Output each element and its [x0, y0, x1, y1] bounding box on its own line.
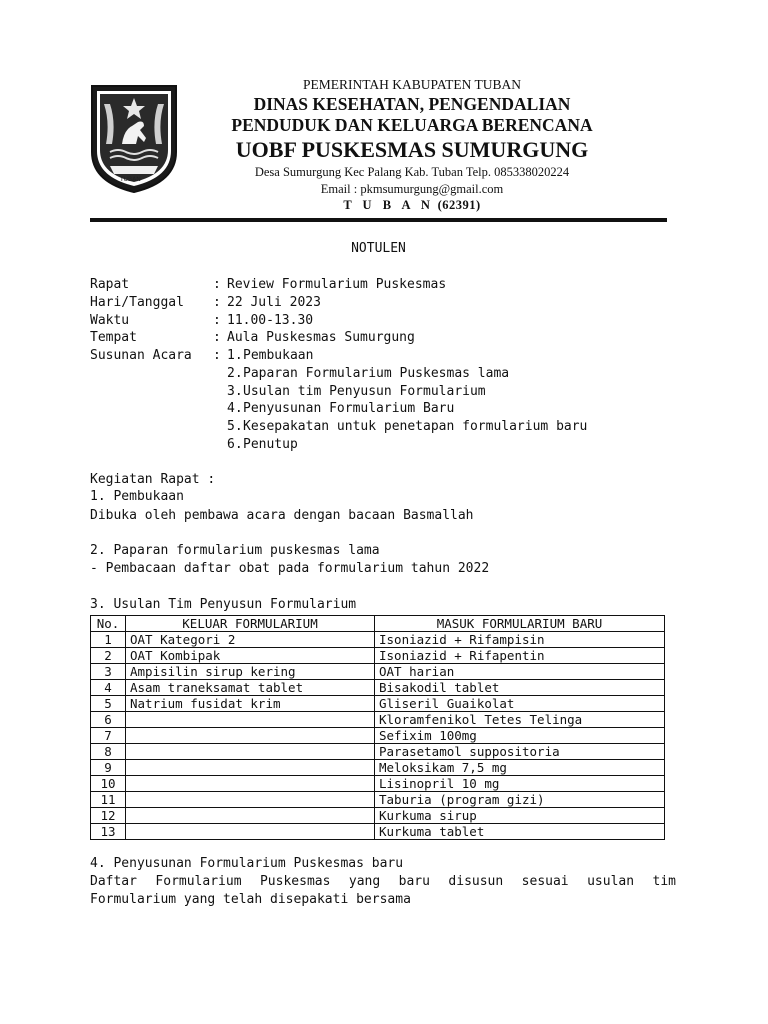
- cell-keluar: [126, 728, 375, 744]
- cell-masuk: Taburia (program gizi): [375, 792, 665, 808]
- detail-label-place: Tempat: [90, 330, 137, 345]
- table-row: [91, 696, 665, 712]
- cell-keluar: Asam traneksamat tablet: [126, 680, 375, 696]
- table-row: [91, 648, 665, 664]
- cell-no: 4: [91, 680, 126, 696]
- cell-no: 13: [91, 824, 126, 840]
- detail-colon: :: [213, 348, 221, 363]
- table-row: [91, 824, 665, 840]
- cell-no: 10: [91, 776, 126, 792]
- agenda-num: 1.: [227, 348, 243, 363]
- table-row: [91, 728, 665, 744]
- cell-keluar: [126, 760, 375, 776]
- section-4-title: 4. Penyusunan Formularium Puskesmas baru: [90, 856, 404, 871]
- cell-keluar: [126, 824, 375, 840]
- cell-keluar: Natrium fusidat krim: [126, 696, 375, 712]
- postal-code: (62391): [437, 198, 481, 212]
- agency-line-1: DINAS KESEHATAN, PENGENDALIAN: [253, 94, 571, 114]
- cell-no: 2: [91, 648, 126, 664]
- cell-masuk: Kurkuma sirup: [375, 808, 665, 824]
- header-divider: [90, 218, 667, 222]
- cell-no: 12: [91, 808, 126, 824]
- cell-masuk: Lisinopril 10 mg: [375, 776, 665, 792]
- cell-masuk: Isoniazid + Rifampisin: [375, 632, 665, 648]
- agenda-item: Paparan Formularium Puskesmas lama: [243, 366, 510, 381]
- email-line: Email : pkmsumurgung@gmail.com: [320, 182, 504, 196]
- table-row: [91, 680, 665, 696]
- section-1-text: Dibuka oleh pembawa acara dengan bacaan Basmallah: [90, 508, 474, 523]
- cell-no: 5: [91, 696, 126, 712]
- cell-no: 8: [91, 744, 126, 760]
- detail-value-place: Aula Puskesmas Sumurgung: [227, 330, 415, 345]
- section-1-title: 1. Pembukaan: [90, 489, 184, 504]
- col-header-masuk: MASUK FORMULARIUM BARU: [375, 616, 665, 632]
- detail-label-date: Hari/Tanggal: [90, 295, 184, 310]
- detail-label-agenda: Susunan Acara: [90, 348, 192, 363]
- col-header-keluar: KELUAR FORMULARIUM: [126, 616, 375, 632]
- agenda-num: 3.: [227, 384, 243, 399]
- table-row: [91, 760, 665, 776]
- agenda-item: Pembukaan: [243, 348, 314, 363]
- cell-keluar: Ampisilin sirup kering: [126, 664, 375, 680]
- table-row: [91, 792, 665, 808]
- city-postal-line: [200, 198, 624, 213]
- table-row: [91, 776, 665, 792]
- detail-colon: :: [213, 330, 221, 345]
- agenda-num: 2.: [227, 366, 243, 381]
- agenda-num: 5.: [227, 419, 243, 434]
- detail-label-rapat: Rapat: [90, 277, 130, 292]
- cell-keluar: OAT Kategori 2: [126, 632, 375, 648]
- city-text: T U B A N: [343, 198, 434, 212]
- logo-text: TUBAN: [120, 176, 141, 183]
- section-4-text: Daftar Formularium Puskesmas yang baru disusun sesuai usulan tim Formularium yang telah disepakati bersama: [90, 874, 676, 907]
- cell-masuk: Kloramfenikol Tetes Telinga: [375, 712, 665, 728]
- section-2-text: - Pembacaan daftar obat pada formularium tahun 2022: [90, 561, 490, 576]
- detail-colon: :: [213, 295, 221, 310]
- detail-value-rapat: Review Formularium Puskesmas: [227, 277, 447, 292]
- cell-keluar: [126, 792, 375, 808]
- cell-masuk: Meloksikam 7,5 mg: [375, 760, 665, 776]
- cell-keluar: OAT Kombipak: [126, 648, 375, 664]
- document-title: NOTULEN: [351, 241, 406, 256]
- address-line: Desa Sumurgung Kec Palang Kab. Tuban Telp. 085338020224: [254, 165, 570, 179]
- cell-masuk: OAT harian: [375, 664, 665, 680]
- table-row: [91, 744, 665, 760]
- agency-line-2: PENDUDUK DAN KELUARGA BERENCANA: [231, 115, 593, 135]
- cell-masuk: Isoniazid + Rifapentin: [375, 648, 665, 664]
- agenda-item: Penutup: [243, 437, 298, 452]
- formulary-table: [90, 615, 665, 840]
- cell-keluar: [126, 808, 375, 824]
- cell-no: 11: [91, 792, 126, 808]
- detail-colon: :: [213, 313, 221, 328]
- cell-masuk: Parasetamol suppositoria: [375, 744, 665, 760]
- agenda-item: Kesepakatan untuk penetapan formularium baru: [243, 419, 588, 434]
- table-header-row: [91, 616, 665, 632]
- table-row: [91, 712, 665, 728]
- agenda-item: Usulan tim Penyusun Formularium: [243, 384, 486, 399]
- cell-masuk: Kurkuma tablet: [375, 824, 665, 840]
- table-row: [91, 808, 665, 824]
- cell-no: 6: [91, 712, 126, 728]
- table-row: [91, 632, 665, 648]
- cell-no: 3: [91, 664, 126, 680]
- cell-masuk: Bisakodil tablet: [375, 680, 665, 696]
- cell-masuk: Sefixim 100mg: [375, 728, 665, 744]
- col-header-no: No.: [91, 616, 126, 632]
- detail-colon: :: [213, 277, 221, 292]
- detail-value-time: 11.00-13.30: [227, 313, 314, 328]
- gov-line: PEMERINTAH KABUPATEN TUBAN: [303, 77, 521, 92]
- detail-label-time: Waktu: [90, 313, 130, 328]
- agenda-item: Penyusunan Formularium Baru: [243, 401, 455, 416]
- table-row: [91, 664, 665, 680]
- section-3-title: 3. Usulan Tim Penyusun Formularium: [90, 597, 357, 612]
- cell-no: 1: [91, 632, 126, 648]
- activities-heading: Kegiatan Rapat :: [90, 472, 216, 487]
- detail-value-date: 22 Juli 2023: [227, 295, 321, 310]
- agenda-num: 4.: [227, 401, 243, 416]
- cell-no: 9: [91, 760, 126, 776]
- facility-name: UOBF PUSKESMAS SUMURGUNG: [235, 137, 589, 162]
- cell-keluar: [126, 744, 375, 760]
- cell-masuk: Gliseril Guaikolat: [375, 696, 665, 712]
- cell-keluar: [126, 712, 375, 728]
- section-2-title: 2. Paparan formularium puskesmas lama: [90, 543, 380, 558]
- agenda-num: 6.: [227, 437, 243, 452]
- cell-no: 7: [91, 728, 126, 744]
- cell-keluar: [126, 776, 375, 792]
